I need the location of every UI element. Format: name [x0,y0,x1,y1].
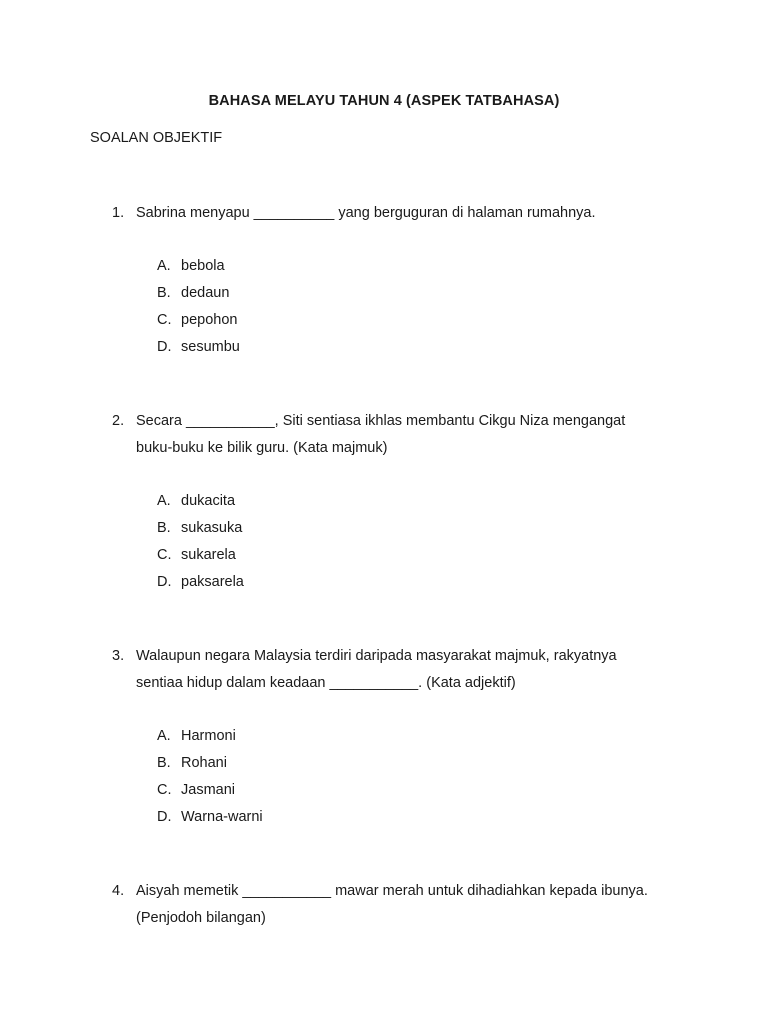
question-number: 4. [112,883,125,899]
question-line [112,438,712,465]
option-letter: D. [157,809,172,825]
option-text: dedaun [181,285,230,301]
section-heading: SOALAN OBJEKTIF [90,130,223,146]
option-text: dukacita [181,493,236,509]
question-number: 1. [112,205,125,221]
question-text: (Penjodoh bilangan) [136,910,266,926]
options-list [112,726,712,834]
option-letter: A. [157,493,171,509]
option-letter: D. [157,574,172,590]
question-1 [112,203,712,364]
question-line [112,203,712,230]
option-letter: B. [157,520,171,536]
option-letter: C. [157,312,172,328]
option-d [112,572,712,599]
option-c [112,310,712,337]
option-letter: C. [157,782,172,798]
option-letter: B. [157,755,171,771]
question-4 [112,881,712,935]
option-text: sesumbu [181,339,240,355]
option-text: paksarela [181,574,244,590]
question-text: Walaupun negara Malaysia terdiri daripada masyarakat majmuk, rakyatnya [136,648,617,664]
option-text: Warna-warni [181,809,263,825]
question-3 [112,646,712,834]
option-c [112,545,712,572]
option-letter: B. [157,285,171,301]
option-a [112,256,712,283]
option-d [112,807,712,834]
option-letter: D. [157,339,172,355]
question-line [112,411,712,438]
option-letter: C. [157,547,172,563]
question-line [112,881,712,908]
option-a [112,726,712,753]
options-list [112,256,712,364]
question-number: 3. [112,648,125,664]
question-2 [112,411,712,599]
option-b [112,283,712,310]
question-line [112,908,712,935]
question-text: sentiaa hidup dalam keadaan ___________. (Kata adjektif) [136,675,516,691]
option-text: bebola [181,258,225,274]
option-text: Jasmani [181,782,235,798]
option-b [112,753,712,780]
question-text: Secara ___________, Siti sentiasa ikhlas membantu Cikgu Niza mengangat [136,413,626,429]
option-b [112,518,712,545]
option-letter: A. [157,258,171,274]
option-c [112,780,712,807]
option-text: sukarela [181,547,236,563]
question-text: buku-buku ke bilik guru. (Kata majmuk) [136,440,388,456]
option-letter: A. [157,728,171,744]
options-list [112,491,712,599]
question-line [112,646,712,673]
document-title: BAHASA MELAYU TAHUN 4 (ASPEK TATBAHASA) [208,93,560,109]
option-a [112,491,712,518]
question-line [112,673,712,700]
option-text: pepohon [181,312,238,328]
question-number: 2. [112,413,125,429]
option-text: sukasuka [181,520,243,536]
question-text: Sabrina menyapu __________ yang berguguran di halaman rumahnya. [136,205,596,221]
question-text: Aisyah memetik ___________ mawar merah untuk dihadiahkan kepada ibunya. [136,883,648,899]
option-text: Harmoni [181,728,236,744]
option-d [112,337,712,364]
option-text: Rohani [181,755,227,771]
